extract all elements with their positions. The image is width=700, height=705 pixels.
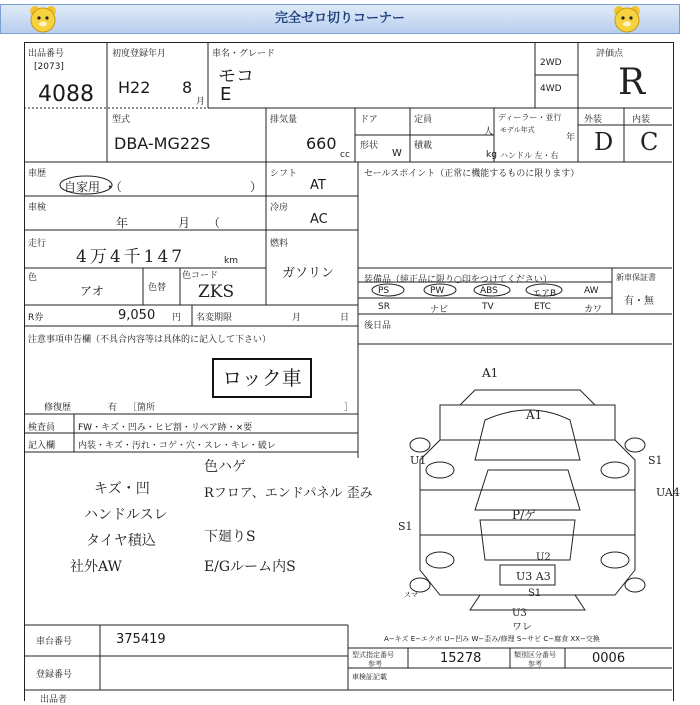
inspection-row-1: FW・キズ・凹み・ヒビ割・リペア跡・×要 xyxy=(78,423,253,433)
mileage-value: 4万4千147 xyxy=(76,247,186,267)
lot-number: 4088 xyxy=(38,82,94,107)
registration-month-unit: 月 xyxy=(196,97,206,107)
sales-point-label: セールスポイント（正常に機能するものに限ります） xyxy=(364,169,580,179)
equip-navi: ナビ xyxy=(430,305,449,315)
registration-year: H22 xyxy=(118,78,151,97)
grade-value: R xyxy=(618,62,646,103)
color-code-label: 色コード xyxy=(182,271,219,281)
equip-leather: カワ xyxy=(584,305,603,315)
lock-stamp: ロック車 xyxy=(212,358,312,398)
history-label: 車歴 xyxy=(28,169,47,179)
category-sub: 参考 xyxy=(528,660,542,668)
history-circle-mark xyxy=(58,174,114,196)
type-designation-label: 型式指定番号 xyxy=(352,651,394,659)
color-label: 色 xyxy=(28,273,38,283)
shape-label: 形状 xyxy=(360,141,379,151)
note-5: 色ハゲ xyxy=(204,459,246,475)
damage-mark: S1 xyxy=(398,520,413,533)
shift-label: シフト xyxy=(270,169,298,179)
name-change-label: 名変期限 xyxy=(196,313,233,323)
inspection-row-2: 内装・キズ・汚れ・コゲ・穴・スレ・キレ・破レ xyxy=(78,441,276,451)
registration-label: 登録番号 xyxy=(36,670,73,680)
equip-ps: PS xyxy=(378,286,390,296)
car-damage-diagram xyxy=(380,360,672,630)
equip-abs: ABS xyxy=(480,286,498,296)
displacement-label: 排気量 xyxy=(270,115,298,125)
damage-mark: スマ xyxy=(404,591,418,599)
exterior-label: 外装 xyxy=(584,115,603,125)
equip-airbag: エアB xyxy=(532,289,557,299)
page-title: 完全ゼロ切りコーナー xyxy=(274,11,405,26)
equipment-circle-marks xyxy=(360,282,610,298)
equip-sr: SR xyxy=(378,302,390,312)
repair-label: 修復歴 xyxy=(44,403,72,413)
type-designation-sub: 参考 xyxy=(368,660,382,668)
interior-value: C xyxy=(640,128,659,156)
first-registration-label: 初度登録年月 xyxy=(112,49,167,59)
history-close: ） xyxy=(250,180,263,194)
damage-mark: A1 xyxy=(526,408,543,422)
name-change-day: 日 xyxy=(340,313,350,323)
car-label: 車名・グレード xyxy=(212,49,276,59)
model-year-label: モデル年式 xyxy=(500,126,535,134)
damage-mark: U3 A3 xyxy=(516,570,551,583)
chassis-value: 375419 xyxy=(116,632,166,647)
fuel-label: 燃料 xyxy=(270,239,289,249)
model-value: DBA-MG22S xyxy=(114,134,211,153)
warranty-label: 新車保証書 xyxy=(616,273,656,282)
note-2: ハンドルスレ xyxy=(84,507,168,523)
inspection-bracket: （ xyxy=(208,216,221,230)
damage-mark: A1 xyxy=(482,366,499,380)
capacity-label: 定員 xyxy=(414,115,433,125)
exterior-value: D xyxy=(594,128,614,156)
name-change-month: 月 xyxy=(292,313,302,323)
load-label: 積載 xyxy=(414,141,433,151)
door-label: ドア xyxy=(360,115,378,125)
ac-value: AC xyxy=(310,212,328,227)
entry-label: 記入欄 xyxy=(28,441,56,451)
damage-mark: U2 xyxy=(536,552,551,563)
equipment-label: 装備品（純正品に限り○印をつけてください） xyxy=(364,275,552,285)
repair-bracket: ［箇所 xyxy=(128,403,156,413)
note-6: Rフロア、エンドパネル 歪み xyxy=(204,486,373,501)
color-code-value: ZKS xyxy=(198,282,235,302)
damage-mark: S1 xyxy=(648,454,663,467)
repair-value: 有 xyxy=(108,403,118,413)
interior-label: 内装 xyxy=(632,115,651,125)
displacement-value: 660 xyxy=(306,134,337,153)
drive-4wd: 4WD xyxy=(540,84,562,94)
certificate-label: 車検証記載 xyxy=(352,673,387,681)
car-grade: E xyxy=(220,84,232,105)
model-year-unit: 年 xyxy=(566,133,576,143)
note-7: 下廻りS xyxy=(204,529,256,545)
inspection-year: 年 xyxy=(116,216,129,230)
damage-legend: A−キズ E−エクボ U−凹み W−歪み/修理 S−サビ C−腐食 XX−交換 xyxy=(384,635,600,643)
recycle-value: 9,050 xyxy=(118,308,156,323)
note-3: タイヤ積込 xyxy=(86,533,156,549)
dealer-label: ディーラー・並行 xyxy=(498,113,562,122)
note-1: キズ・凹 xyxy=(94,481,150,497)
ac-label: 冷房 xyxy=(270,203,289,213)
equip-tv: TV xyxy=(482,302,494,312)
inspection-label: 車検 xyxy=(28,203,47,213)
damage-mark: UA4 xyxy=(656,486,680,499)
warranty-value: 有・無 xyxy=(624,296,654,307)
shape-value: W xyxy=(392,148,402,159)
lot-label: 出品番号 xyxy=(28,49,65,59)
notes-label: 注意事項申告欄（不具合内容等は具体的に記入して下さい） xyxy=(28,335,272,345)
post-install-label: 後日品 xyxy=(364,321,392,331)
grade-label: 評価点 xyxy=(596,49,624,59)
inspection-month: 月 xyxy=(178,216,191,230)
color-value: アオ xyxy=(80,284,104,298)
inspector-label: 検査員 xyxy=(28,423,56,433)
damage-mark: S1 xyxy=(528,588,542,599)
color-change-label: 色替 xyxy=(148,283,167,293)
category-value: 0006 xyxy=(592,651,626,666)
chassis-label: 車台番号 xyxy=(36,637,73,647)
damage-mark: ワレ xyxy=(512,622,532,633)
shift-value: AT xyxy=(310,178,326,193)
note-8: E/Gルーム内S xyxy=(204,559,296,575)
category-label: 類別区分番号 xyxy=(514,651,556,659)
handle-label: ハンドル 左・右 xyxy=(500,151,559,160)
repair-bracket-close: ］ xyxy=(344,403,354,413)
equip-etc: ETC xyxy=(534,302,551,312)
type-designation-value: 15278 xyxy=(440,651,482,666)
footer-exhibitor: 出品者 xyxy=(40,695,68,705)
lot-sub: [2073] xyxy=(34,62,64,72)
equip-pw: PW xyxy=(430,286,445,296)
damage-mark: P/ゲ xyxy=(512,508,537,522)
recycle-label: R券 xyxy=(28,313,44,323)
fuel-value: ガソリン xyxy=(282,266,335,281)
damage-mark: U1 xyxy=(410,454,427,467)
car-name: モコ xyxy=(218,66,254,87)
note-4: 社外AW xyxy=(70,559,122,575)
mileage-unit: km xyxy=(224,256,238,266)
damage-mark: U3 xyxy=(512,608,527,619)
load-unit: kg xyxy=(486,150,497,160)
drive-2wd: 2WD xyxy=(540,58,562,68)
mileage-label: 走行 xyxy=(28,239,47,249)
history-value: 自家用 ・（ xyxy=(64,180,122,194)
registration-month: 8 xyxy=(182,78,193,97)
displacement-unit: cc xyxy=(340,150,350,160)
capacity-unit: 人 xyxy=(484,127,494,137)
model-label: 型式 xyxy=(112,115,131,125)
recycle-unit: 円 xyxy=(172,313,182,323)
equip-aw: AW xyxy=(584,286,599,296)
